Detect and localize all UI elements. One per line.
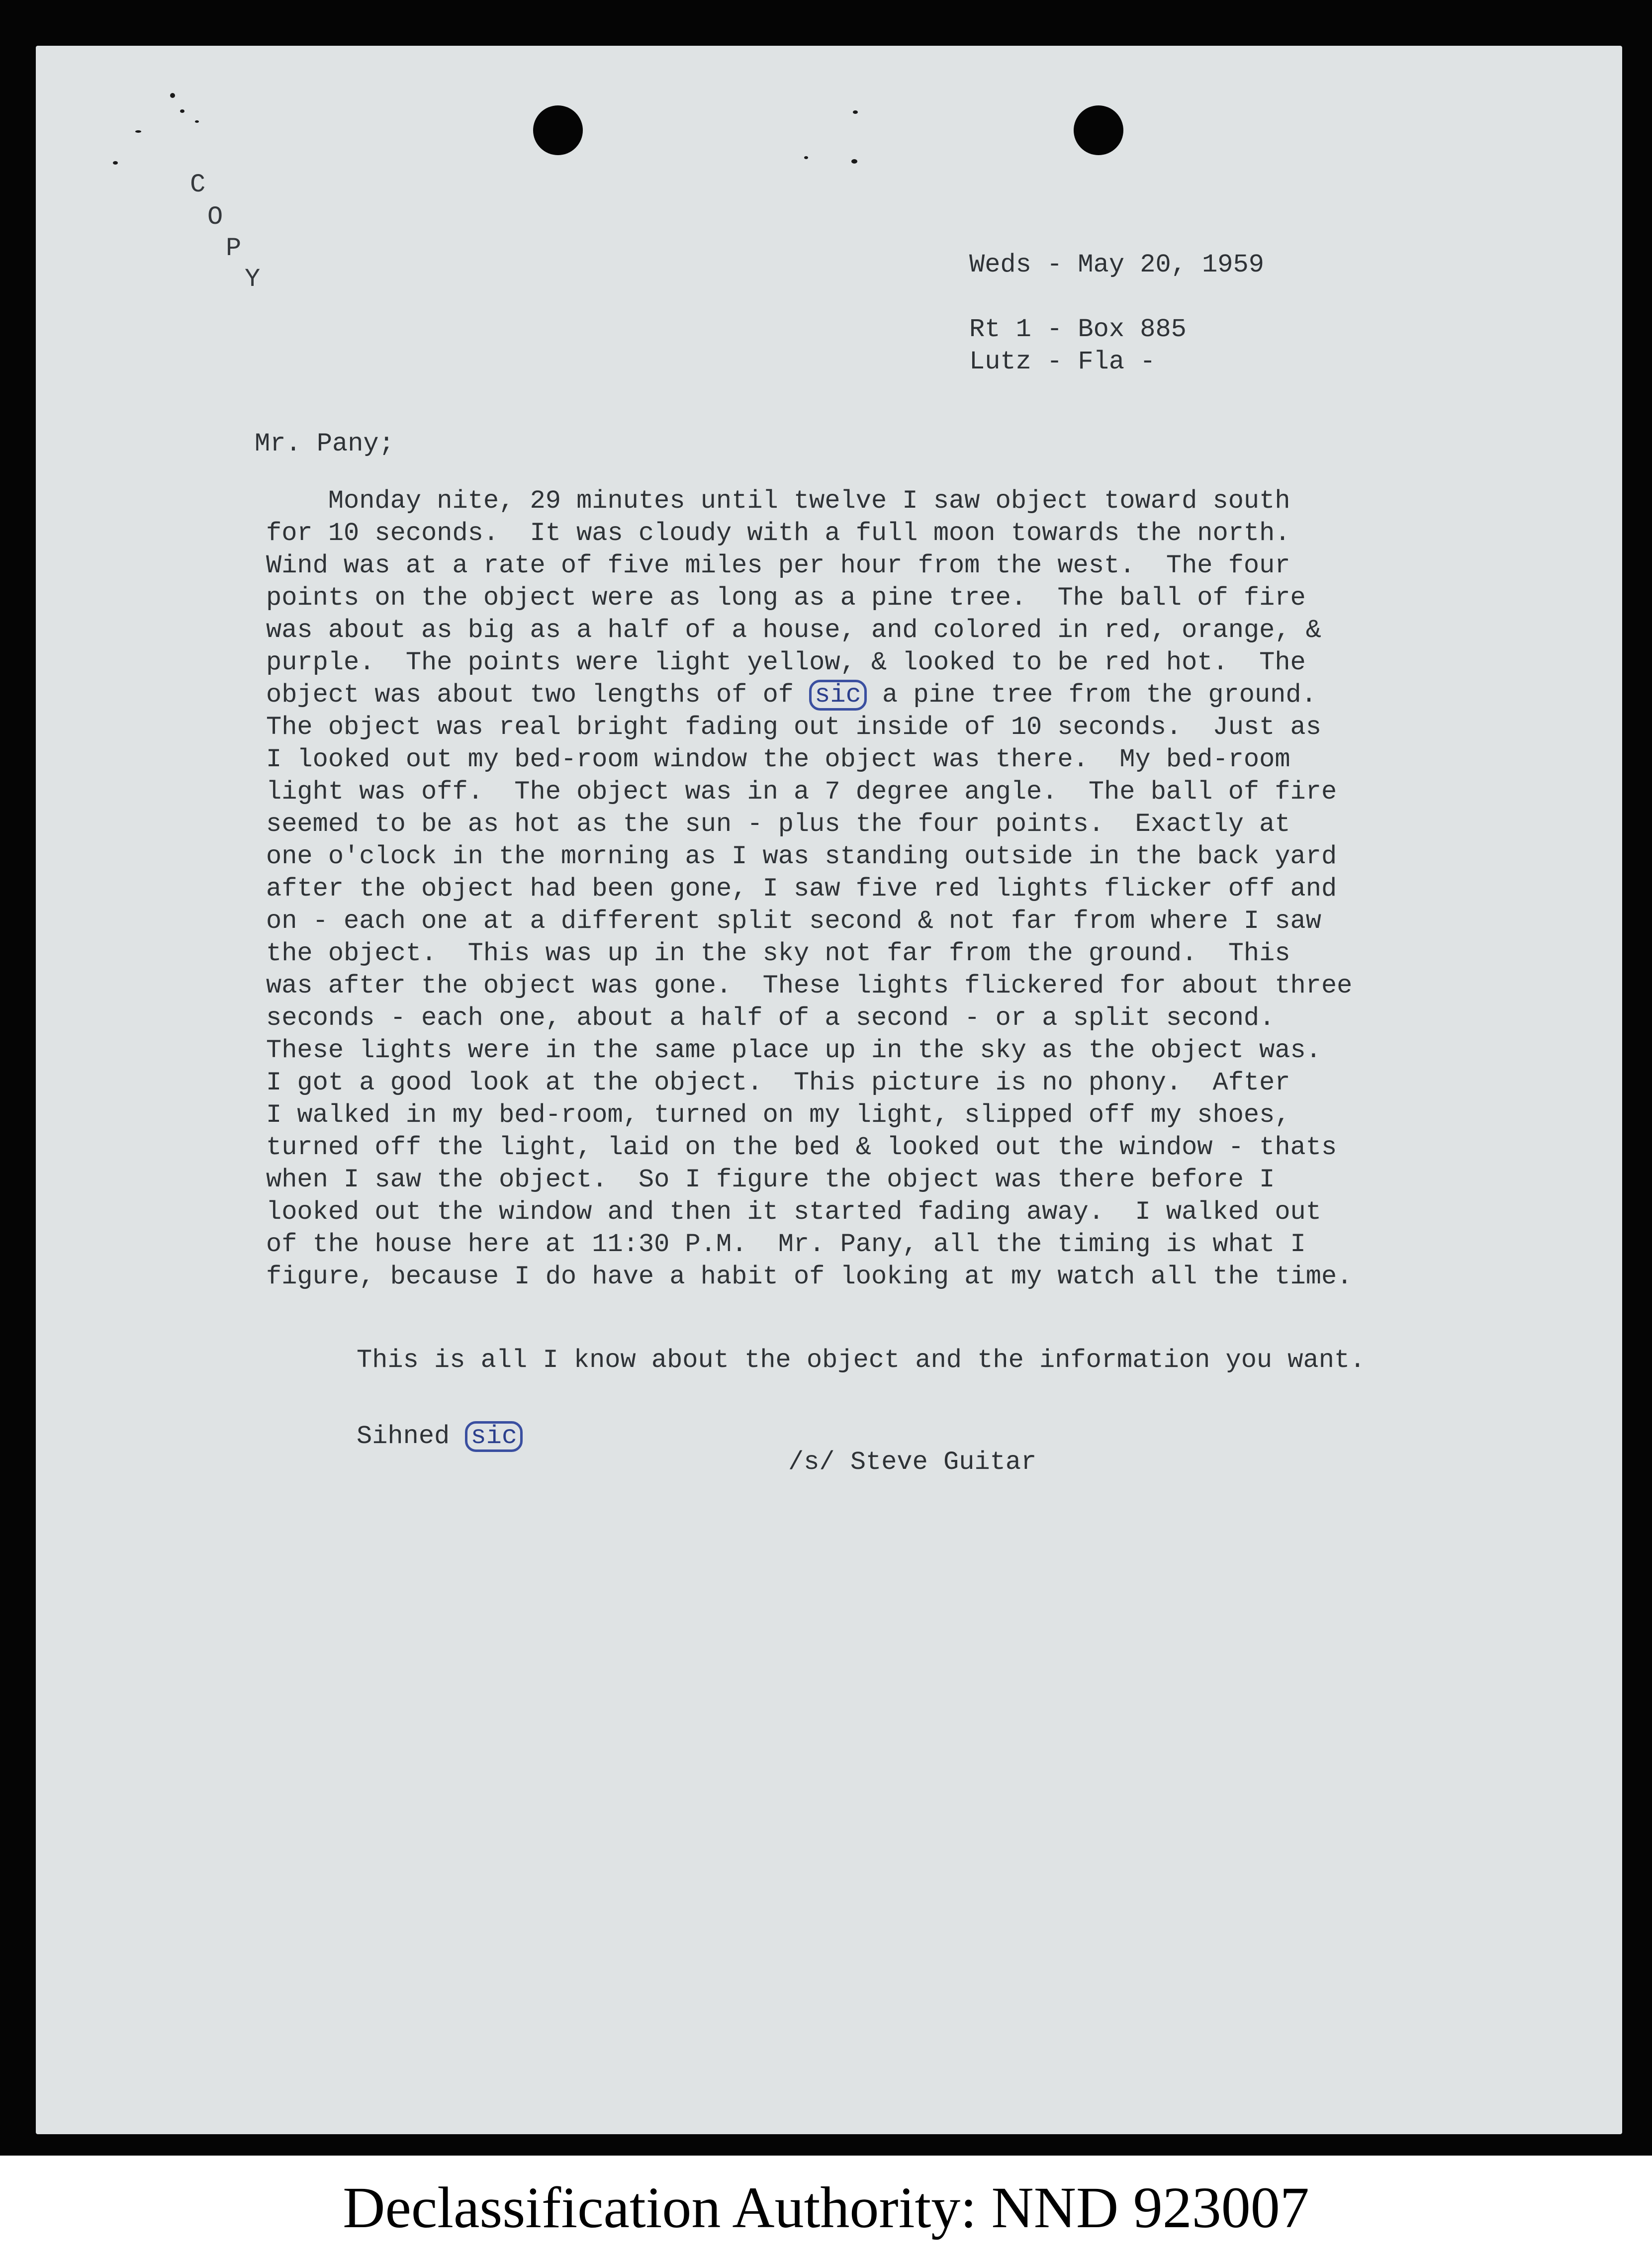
ink-speck	[180, 109, 184, 113]
sic-annotation: sic	[465, 1421, 523, 1452]
letter-body	[266, 485, 1352, 1293]
copy-stamp-letter: O	[207, 202, 223, 232]
body-line: I looked out my bed-room window the object was there. My bed-room	[266, 745, 1290, 774]
return-address-line-1: Rt 1 - Box 885	[969, 315, 1187, 344]
body-line: when I saw the object. So I figure the object was there before I	[266, 1165, 1275, 1194]
body-line: light was off. The object was in a 7 degree angle. The ball of fire	[266, 777, 1337, 807]
ink-speck	[851, 159, 857, 164]
body-line: These lights were in the same place up in the sky as the object was.	[266, 1036, 1321, 1065]
signed-label: Sihned	[357, 1422, 450, 1451]
body-line: I got a good look at the object. This picture is no phony. After	[266, 1068, 1290, 1097]
body-line-start: object was about two lengths of of	[266, 680, 810, 710]
ink-speck	[195, 120, 199, 123]
body-line: the object. This was up in the sky not far from the ground. This	[266, 939, 1290, 968]
return-address-line-2: Lutz - Fla -	[969, 347, 1156, 376]
sic-annotation: sic	[809, 680, 867, 711]
letter-date: Weds - May 20, 1959	[969, 250, 1264, 279]
body-line: Wind was at a rate of five miles per hour from the west. The four	[266, 551, 1290, 580]
body-line: points on the object were as long as a pine tree. The ball of fire	[266, 583, 1306, 613]
ink-speck	[170, 93, 175, 98]
copy-stamp-letter: Y	[245, 265, 261, 294]
body-line: was about as big as a half of a house, and colored in red, orange, &	[266, 616, 1321, 645]
ink-speck	[113, 161, 118, 165]
copy-stamp-letter: C	[190, 170, 206, 199]
ink-speck	[853, 110, 858, 114]
declassification-footer: Declassification Authority: NND 923007	[343, 2175, 1309, 2240]
ink-speck	[135, 130, 141, 133]
body-line: I walked in my bed-room, turned on my light, slipped off my shoes,	[266, 1100, 1290, 1130]
body-line: for 10 seconds. It was cloudy with a full moon towards the north.	[266, 519, 1290, 548]
body-line: The object was real bright fading out inside of 10 seconds. Just as	[266, 713, 1321, 742]
punch-hole-right	[1074, 105, 1123, 155]
body-line: was after the object was gone. These lights flickered for about three	[266, 971, 1353, 1000]
copy-stamp-letter: P	[226, 234, 242, 263]
salutation: Mr. Pany;	[255, 429, 394, 458]
body-line: one o'clock in the morning as I was standing outside in the back yard	[266, 842, 1337, 871]
signature-line: /s/ Steve Guitar	[788, 1447, 1037, 1477]
body-line: figure, because I do have a habit of looking at my watch all the time.	[266, 1262, 1353, 1291]
body-line: purple. The points were light yellow, & looked to be red hot. The	[266, 648, 1306, 677]
body-line: Monday nite, 29 minutes until twelve I saw object toward south	[266, 486, 1290, 516]
body-line-end: a pine tree from the ground.	[866, 680, 1317, 710]
body-line: seemed to be as hot as the sun - plus the four points. Exactly at	[266, 810, 1290, 839]
body-line: of the house here at 11:30 P.M. Mr. Pany, all the timing is what I	[266, 1230, 1306, 1259]
signed-line	[357, 1421, 523, 1452]
body-line: after the object had been gone, I saw five red lights flicker off and	[266, 874, 1337, 904]
punch-hole-left	[533, 105, 583, 155]
ink-speck	[804, 156, 808, 159]
body-line: seconds - each one, about a half of a second - or a split second.	[266, 1003, 1275, 1033]
body-line: on - each one at a different split second & not far from where I saw	[266, 906, 1321, 936]
body-line-with-sic	[266, 679, 1352, 711]
body-line: turned off the light, laid on the bed & looked out the window - thats	[266, 1133, 1337, 1162]
body-line: looked out the window and then it started fading away. I walked out	[266, 1197, 1321, 1227]
closing-line: This is all I know about the object and the information you want.	[357, 1346, 1366, 1375]
